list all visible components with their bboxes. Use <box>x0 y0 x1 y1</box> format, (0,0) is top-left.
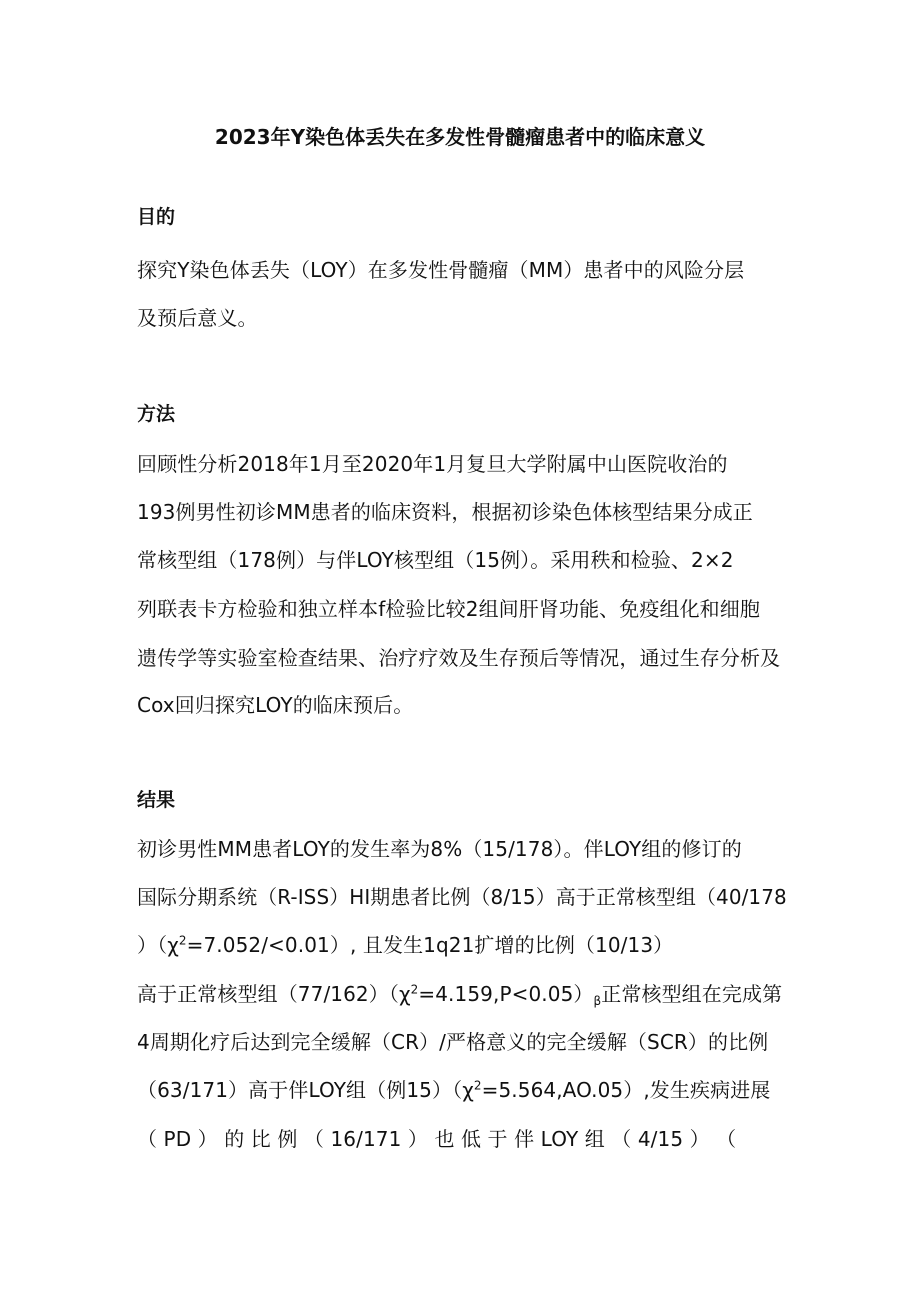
results-line-6-pre: （63/171）高于伴LOY组（例15）（χ <box>137 1078 474 1102</box>
results-line-6-post: =5.564,AO.05）,发生疾病进展 <box>481 1078 771 1102</box>
chi-square-superscript: 2 <box>410 982 419 997</box>
methods-line-4: 列联表卡方检验和独立样本f检验比较2组间肝肾功能、免疫组化和细胞 <box>137 597 760 621</box>
results-line-3-pre: ）（χ <box>137 933 179 957</box>
beta-mark: β <box>593 994 602 1008</box>
methods-line-2: 193例男性初诊MM患者的临床资料，根据初诊染色体核型结果分成正 <box>137 500 753 524</box>
section-heading-purpose: 目的 <box>137 206 176 228</box>
section-heading-methods: 方法 <box>137 403 176 425</box>
document-title: 2023年Y染色体丢失在多发性骨髓瘤患者中的临床意义 <box>214 125 706 149</box>
results-line-3 <box>137 930 787 960</box>
methods-line-6: Cox回归探究LOY的临床预后。 <box>137 693 414 717</box>
chi-square-superscript: 2 <box>178 933 187 948</box>
results-line-2: 国际分期系统（R-ISS）HI期患者比例（8/15）高于正常核型组（40/178 <box>137 885 787 909</box>
results-line-4 <box>137 979 787 1016</box>
methods-line-1: 回顾性分析2018年1月至2020年1月复旦大学附属中山医院收治的 <box>137 452 728 476</box>
chi-square-superscript: 2 <box>473 1078 482 1093</box>
results-line-5: 4周期化疗后达到完全缓解（CR）/严格意义的完全缓解（SCR）的比例 <box>137 1030 769 1054</box>
purpose-line-1: 探究Y染色体丢失（LOY）在多发性骨髓瘤（MM）患者中的风险分层 <box>137 258 745 282</box>
results-line-1: 初诊男性MM患者LOY的发生率为8%（15/178）。伴LOY组的修订的 <box>137 837 742 861</box>
results-line-7: （ PD ） 的 比 例 （ 16/171 ） 也 低 于 伴 LOY 组 （ 4/15 ） （ <box>137 1127 737 1151</box>
results-line-4-post: 正常核型组在完成第 <box>601 982 783 1006</box>
section-heading-results: 结果 <box>137 789 176 811</box>
methods-line-3: 常核型组（178例）与伴LOY核型组（15例）。采用秩和检验、2×2 <box>137 548 734 572</box>
results-line-3-post: =7.052/<0.01）, 且发生1q21扩增的比例（10/13） <box>186 933 674 957</box>
purpose-line-2: 及预后意义。 <box>137 306 258 330</box>
methods-line-5: 遗传学等实验室检查结果、治疗疗效及生存预后等情况，通过生存分析及 <box>137 646 781 670</box>
results-line-6 <box>137 1075 787 1105</box>
results-line-4-mid: =4.159,P<0.05） <box>418 982 594 1006</box>
results-line-4-pre: 高于正常核型组（77/162）（χ <box>137 982 411 1006</box>
